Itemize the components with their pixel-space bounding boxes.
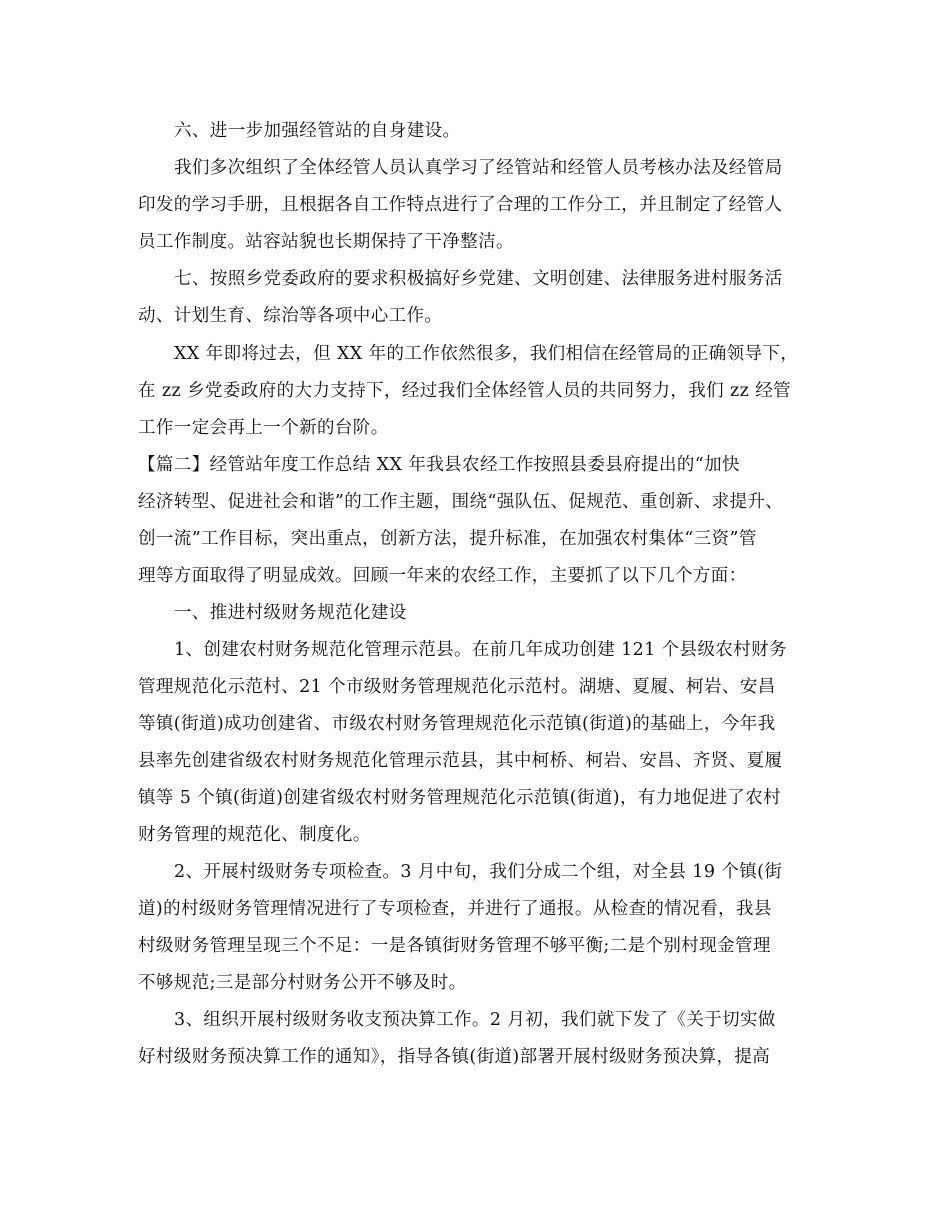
text-line: 七、按照乡党委政府的要求积极搞好乡党建、文明创建、法律服务进村服务活 [174, 269, 783, 289]
text-line: 工作一定会再上一个新的台阶。 [138, 418, 389, 438]
text-line: 财务管理的规范化、制度化。 [138, 825, 371, 845]
text-line: 管理规范化示范村、21 个市级财务管理规范化示范村。湖塘、夏履、柯岩、安昌 [138, 677, 776, 697]
text-line: 经济转型、促进社会和谐”的工作主题，围绕“强队伍、促规范、重创新、求提升、 [138, 492, 784, 512]
text-line: 道)的村级财务管理情况进行了专项检查，并进行了通报。从检查的情况看，我县 [138, 899, 772, 919]
text-line: 2、开展村级财务专项检查。3 月中旬，我们分成二个组，对全县 19 个镇(街 [174, 862, 783, 882]
text-line: 动、计划生育、综治等各项中心工作。 [138, 306, 443, 326]
text-line: 不够规范;三是部分村财务公开不够及时。 [138, 973, 467, 993]
text-line: 县率先创建省级农村财务规范化管理示范县，其中柯桥、柯岩、安昌、齐贤、夏履 [138, 751, 783, 771]
section-heading-line: 【篇二】经管站年度工作总结 XX 年我县农经工作按照县委县府提出的“加快 [138, 455, 740, 475]
text-line: 3、组织开展村级财务收支预决算工作。2 月初，我们就下发了《关于切实做 [174, 1010, 776, 1030]
subheading-line: 一、推进村级财务规范化建设 [174, 603, 407, 623]
text-line: 创一流”工作目标，突出重点，创新方法，提升标准，在加强农村集体“三资”管 [138, 529, 757, 549]
text-line: 六、进一步加强经管站的自身建设。 [174, 121, 461, 141]
text-line: 镇等 5 个镇(街道)创建省级农村财务管理规范化示范镇(街道)，有力地促进了农村 [138, 788, 782, 808]
text-line: 1、创建农村财务规范化管理示范县。在前几年成功创建 121 个县级农村财务 [174, 640, 787, 660]
text-line: 好村级财务预决算工作的通知》，指导各镇(街道)部署开展村级财务预决算，提高 [138, 1047, 771, 1067]
text-line: 员工作制度。站容站貌也长期保持了干净整洁。 [138, 232, 514, 252]
text-line: XX 年即将过去，但 XX 年的工作依然很多，我们相信在经管局的正确领导下， [174, 344, 799, 364]
text-line: 我们多次组织了全体经管人员认真学习了经管站和经管人员考核办法及经管局 [174, 158, 783, 178]
text-line: 等镇(街道)成功创建省、市级农村财务管理规范化示范镇(街道)的基础上，今年我 [138, 714, 776, 734]
text-line: 村级财务管理呈现三个不足：一是各镇街财务管理不够平衡;二是个别村现金管理 [138, 936, 771, 956]
text-line: 理等方面取得了明显成效。回顾一年来的农经工作，主要抓了以下几个方面： [138, 566, 747, 586]
text-line: 印发的学习手册，且根据各自工作特点进行了合理的工作分工，并且制定了经管人 [138, 195, 783, 215]
text-line: 在 zz 乡党委政府的大力支持下，经过我们全体经管人员的共同努力，我们 zz 经管 [138, 381, 792, 401]
